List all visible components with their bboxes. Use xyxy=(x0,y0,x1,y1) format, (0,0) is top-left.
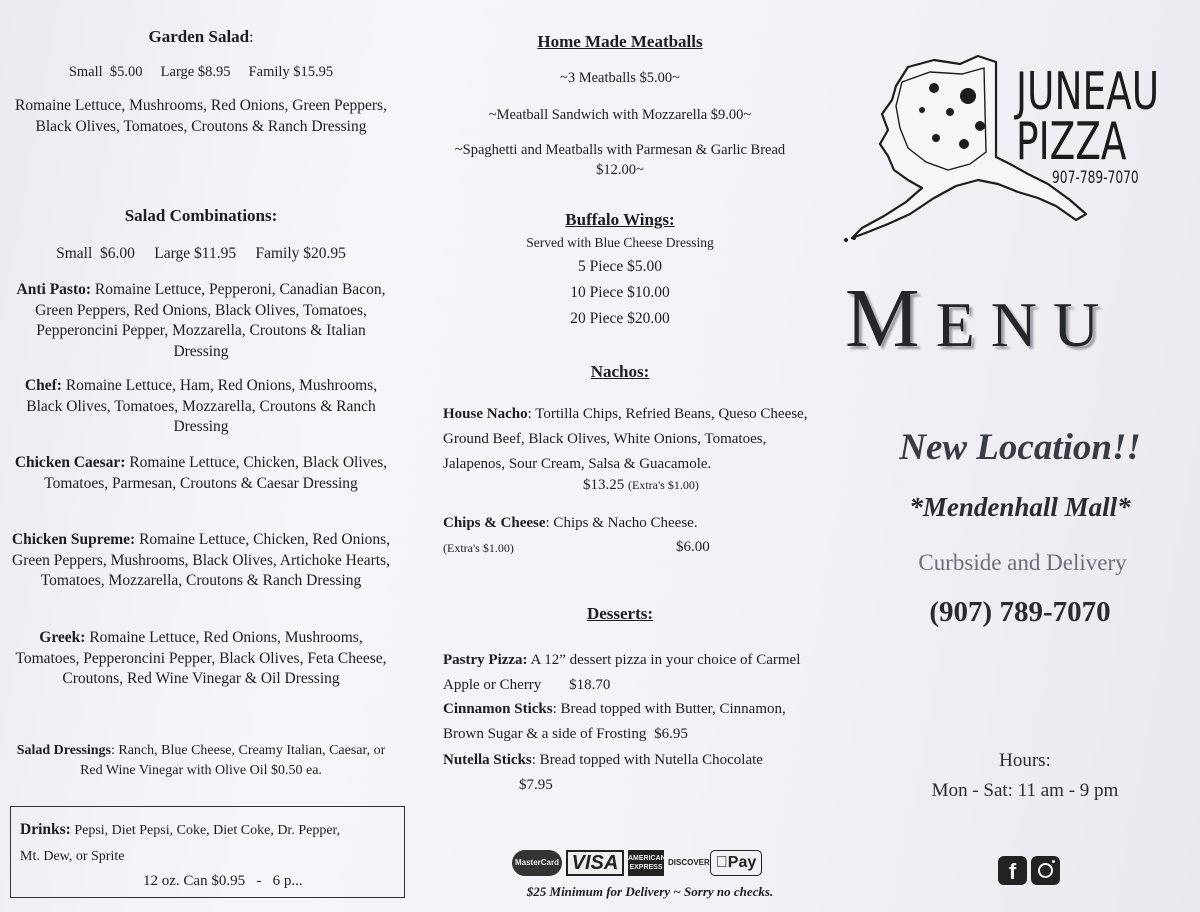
logo-line1: JUNEAU xyxy=(1016,62,1160,122)
amex-icon: AMERICAN EXPRESS xyxy=(628,850,664,876)
wings-title: Buffalo Wings: xyxy=(565,210,675,229)
garden-salad-desc: Romaine Lettuce, Mushrooms, Red Onions, Green Peppers, Black Olives, Tomatoes, Croutons & Ranch Dressing xyxy=(15,97,387,135)
logo-line2: PIZZA xyxy=(1016,112,1127,172)
salad-combinations-sizes: Small $6.00 Large $11.95 Family $20.95 xyxy=(56,245,346,262)
drinks-price: 12 oz. Can $0.95 - 6 p... xyxy=(143,873,303,889)
logo xyxy=(838,52,1173,248)
house-nacho-price: $13.25 (Extra's $1.00) xyxy=(583,477,699,493)
mall-name: *Mendenhall Mall* xyxy=(909,492,1131,522)
phone-number: (907) 789-7070 xyxy=(929,596,1111,628)
service-options: Curbside and Delivery xyxy=(918,550,1127,575)
menu-heading: MENU xyxy=(845,272,1116,365)
hours-label: Hours: xyxy=(999,750,1051,771)
drinks-line2: Mt. Dew, or Sprite xyxy=(20,849,125,864)
desserts-title: Desserts: xyxy=(586,604,654,623)
mastercard-icon: MasterCard xyxy=(512,850,562,876)
house-nacho: House Nacho: Tortilla Chips, Refried Beans, Queso Cheese, Ground Beef, Black Olives, White Onions, Tomatoes, Jalapenos, Sour Cream, Salsa & Guacamole. xyxy=(443,406,808,472)
meatballs-item-2: ~Meatball Sandwich with Mozzarella $9.00~ xyxy=(488,107,752,123)
instagram-icon[interactable] xyxy=(1031,856,1060,885)
combo-chicken-caesar: Chicken Caesar: Romaine Lettuce, Chicken, Black Olives, Tomatoes, Parmesan, Croutons & Caesar Dressing xyxy=(14,454,388,492)
facebook-icon[interactable]: f xyxy=(998,856,1027,885)
wings-item-10: 10 Piece $10.00 xyxy=(570,284,670,301)
apple-pay-icon: Pay xyxy=(710,850,762,876)
chips-price: $6.00 xyxy=(676,539,710,555)
combo-chef: Chef: Romaine Lettuce, Ham, Red Onions, Mushrooms, Black Olives, Tomatoes, Mozzarella, Croutons & Ranch Dressing xyxy=(24,377,378,435)
chips-cheese: Chips & Cheese: Chips & Nacho Cheese. xyxy=(443,515,698,531)
chips-extra: (Extra's $1.00) xyxy=(443,541,514,555)
hours-text: Mon - Sat: 11 am - 9 pm xyxy=(931,780,1119,801)
payment-note: $25 Minimum for Delivery ~ Sorry no checks. xyxy=(526,884,774,899)
visa-icon: VISA xyxy=(566,850,624,876)
combo-chicken-supreme: Chicken Supreme: Romaine Lettuce, Chicken, Red Onions, Green Peppers, Mushrooms, Black Olives, Artichoke Hearts, Tomatoes, Mozzarella, Croutons & Ranch Dressing xyxy=(11,531,391,589)
salad-combinations-title: Salad Combinations: xyxy=(124,206,278,225)
hours xyxy=(880,746,1170,806)
meatballs-item-3: ~Spaghetti and Meatballs with Parmesan & Garlic Bread $12.00~ xyxy=(454,142,786,178)
drinks-line1: Drinks: Pepsi, Diet Pepsi, Coke, Diet Coke, Dr. Pepper, xyxy=(20,821,341,838)
meatballs-item-1: ~3 Meatballs $5.00~ xyxy=(560,70,680,86)
social-icons xyxy=(998,856,1064,885)
dessert-cinnamon-sticks: Cinnamon Sticks: Bread topped with Butter, Cinnamon, Brown Sugar & a side of Frosting $6.95 xyxy=(443,701,786,742)
logo-phone: 907-789-7070 xyxy=(1052,168,1139,188)
new-location: New Location!! xyxy=(899,427,1141,468)
payment-cards xyxy=(512,850,766,876)
dessert-pastry-pizza: Pastry Pizza: A 12” dessert pizza in your choice of Carmel Apple or Cherry $18.70 xyxy=(443,652,801,693)
garden-salad-sizes: Small $5.00 Large $8.95 Family $15.95 xyxy=(68,64,334,80)
wings-subtitle: Served with Blue Cheese Dressing xyxy=(526,235,714,250)
wings-item-5: 5 Piece $5.00 xyxy=(578,258,662,275)
discover-icon: DISCOVER xyxy=(668,858,710,867)
garden-salad-title: Garden Salad: xyxy=(148,27,254,46)
combo-greek: Greek: Romaine Lettuce, Red Onions, Mushrooms, Tomatoes, Pepperoncini Pepper, Black Olives, Feta Cheese, Croutons, Red Wine Vinegar & Oil Dressing xyxy=(15,629,387,687)
dessert-nutella-sticks: Nutella Sticks: Bread topped with Nutella Chocolate $7.95 xyxy=(443,752,763,793)
salad-dressings: Salad Dressings: Ranch, Blue Cheese, Creamy Italian, Caesar, or Red Wine Vinegar with Olive Oil $0.50 ea. xyxy=(16,743,386,778)
wings-item-20: 20 Piece $20.00 xyxy=(570,310,670,327)
nachos-title: Nachos: xyxy=(590,362,650,381)
combo-anti-pasto: Anti Pasto: Romaine Lettuce, Pepperoni, Canadian Bacon, Green Peppers, Red Onions, Black Olives, Tomatoes, Pepperoncini Pepper, Mozzarella, Croutons & Italian Dressing xyxy=(16,281,386,360)
meatballs-title: Home Made Meatballs xyxy=(537,32,703,51)
